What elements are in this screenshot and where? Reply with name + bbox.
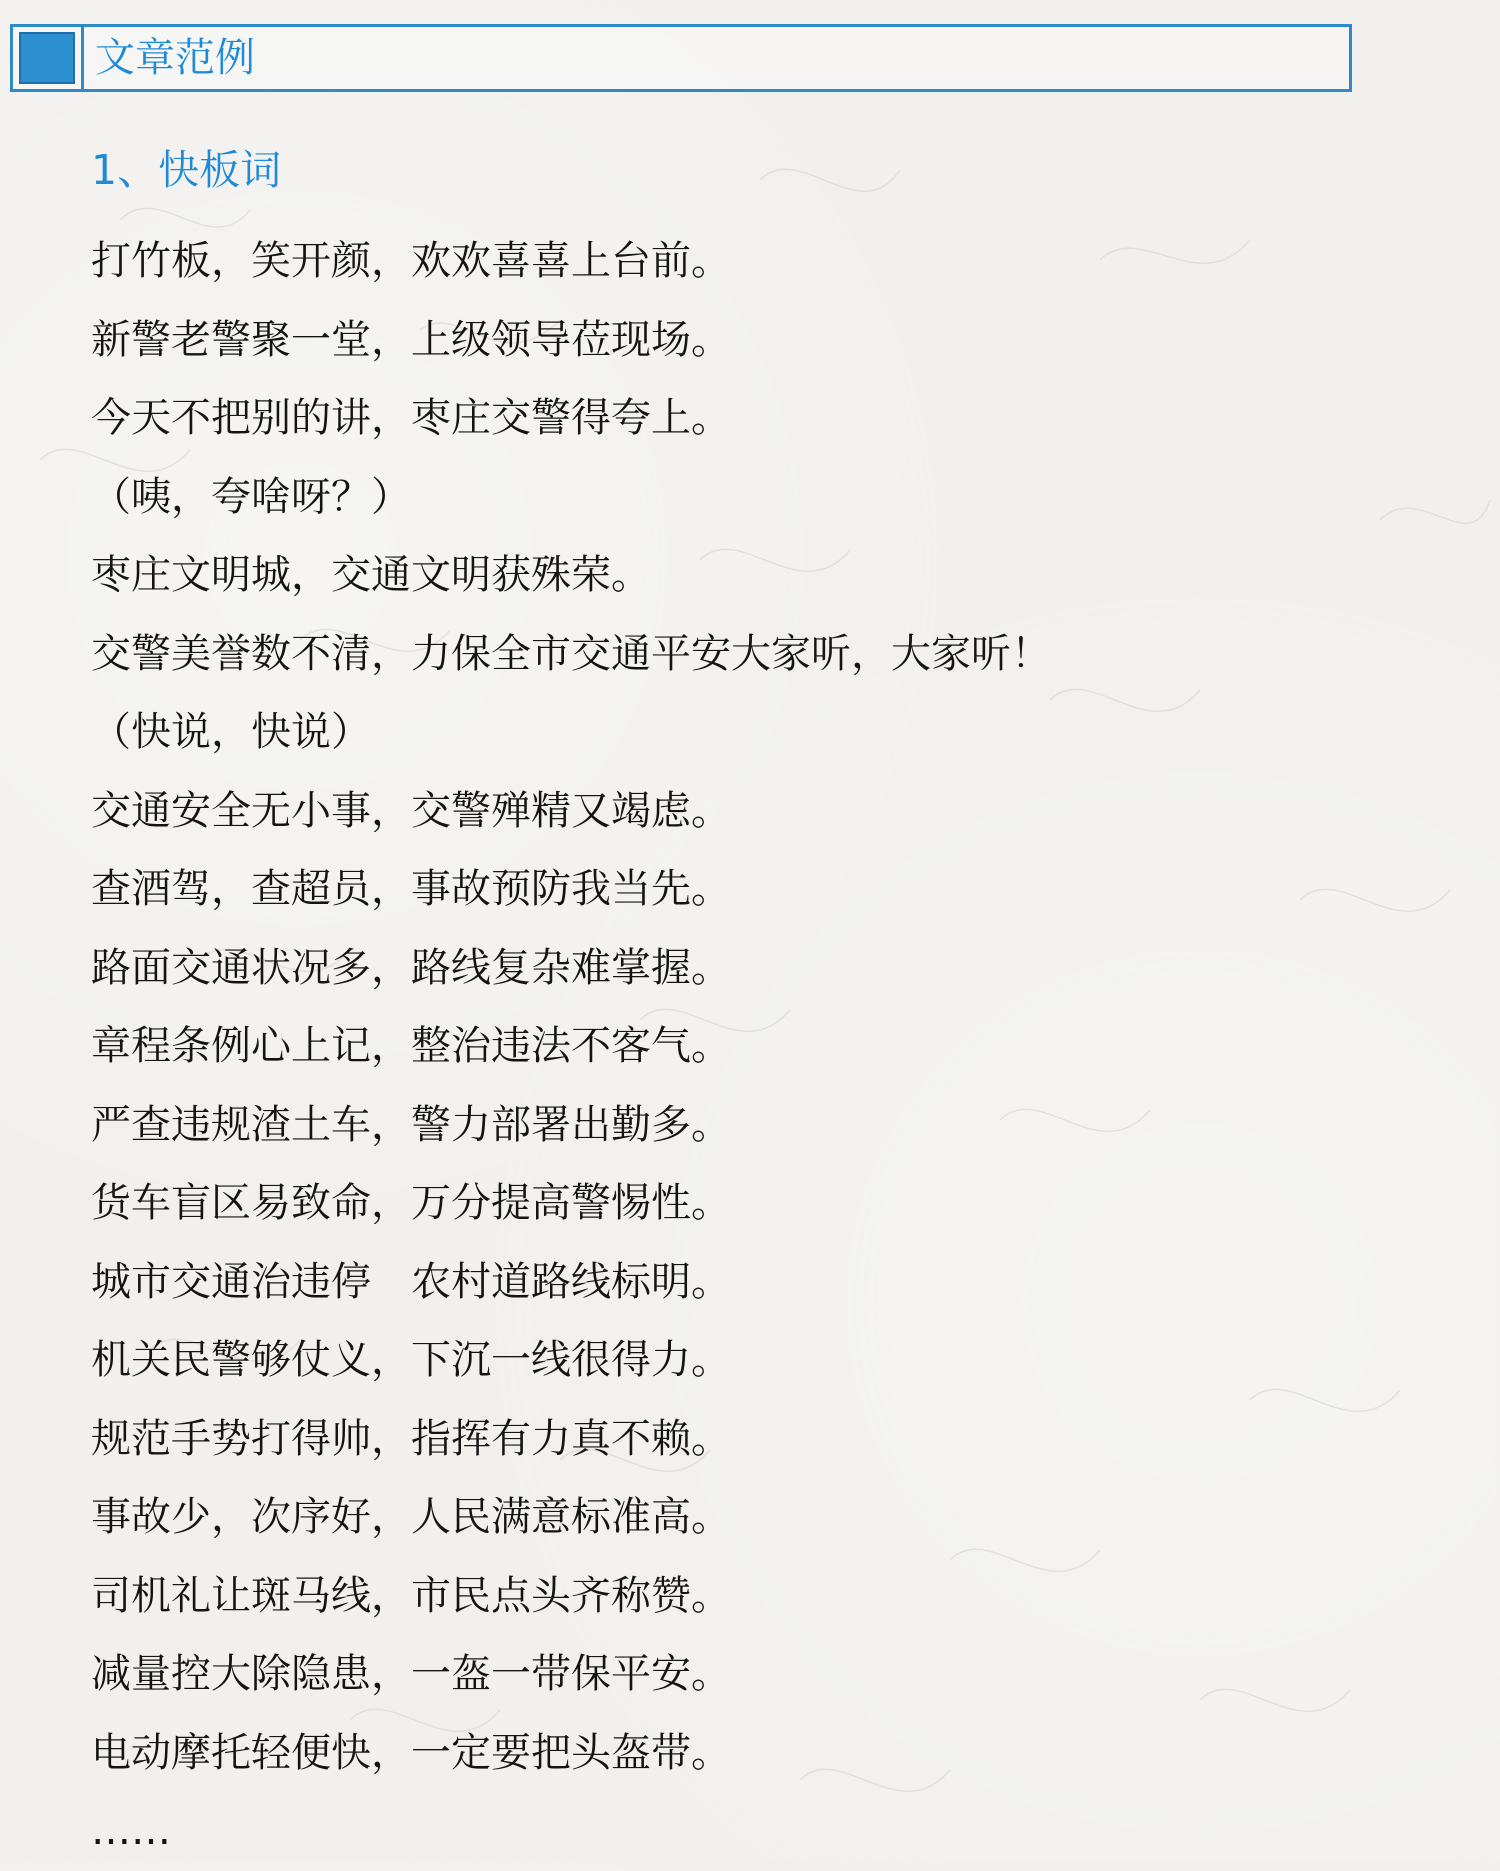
verse-line: 路面交通状况多，路线复杂难掌握。 <box>91 944 731 991</box>
verse-line: 交通安全无小事，交警殚精又竭虑。 <box>91 787 731 834</box>
verse-line: 规范手势打得帅，指挥有力真不赖。 <box>91 1415 731 1462</box>
article-content <box>91 142 1391 1871</box>
verse-line: （快说，快说） <box>91 709 371 755</box>
verse-list <box>91 222 1391 1871</box>
verse-line: 货车盲区易致命，万分提高警惕性。 <box>91 1180 731 1226</box>
verse-line: （咦，夸啥呀？） <box>91 473 411 520</box>
header-square-icon <box>19 32 75 84</box>
verse-line: 交警美誉数不清，力保全市交通平安大家听，大家听！ <box>91 630 1051 677</box>
verse-line: 新警老警聚一堂，上级领导莅现场。 <box>91 316 731 363</box>
header-divider <box>81 27 84 89</box>
verse-line: 减量控大除隐患，一盔一带保平安。 <box>91 1651 731 1697</box>
verse-line: 今天不把别的讲，枣庄交警得夸上。 <box>91 395 731 441</box>
verse-line: …… <box>91 1808 171 1854</box>
verse-line: 打竹板，笑开颜，欢欢喜喜上台前。 <box>91 238 731 284</box>
verse-line: 枣庄文明城，交通文明获殊荣。 <box>91 552 651 598</box>
verse-line: 机关民警够仗义，下沉一线很得力。 <box>91 1337 731 1383</box>
header-title: 文章范例 <box>95 35 255 81</box>
verse-line: 严查违规渣土车，警力部署出勤多。 <box>91 1101 731 1148</box>
verse-line: 司机礼让斑马线，市民点头齐称赞。 <box>91 1572 731 1619</box>
verse-line: 查酒驾，查超员，事故预防我当先。 <box>91 866 731 912</box>
section-title: 1、快板词 <box>91 146 282 194</box>
verse-line: 事故少，次序好，人民满意标准高。 <box>91 1494 731 1540</box>
section-header-bar <box>10 24 1352 92</box>
verse-line: 城市交通治违停 农村道路线标明。 <box>91 1258 731 1305</box>
verse-line: 电动摩托轻便快，一定要把头盔带。 <box>91 1729 731 1776</box>
verse-line: 章程条例心上记，整治违法不客气。 <box>91 1023 731 1069</box>
